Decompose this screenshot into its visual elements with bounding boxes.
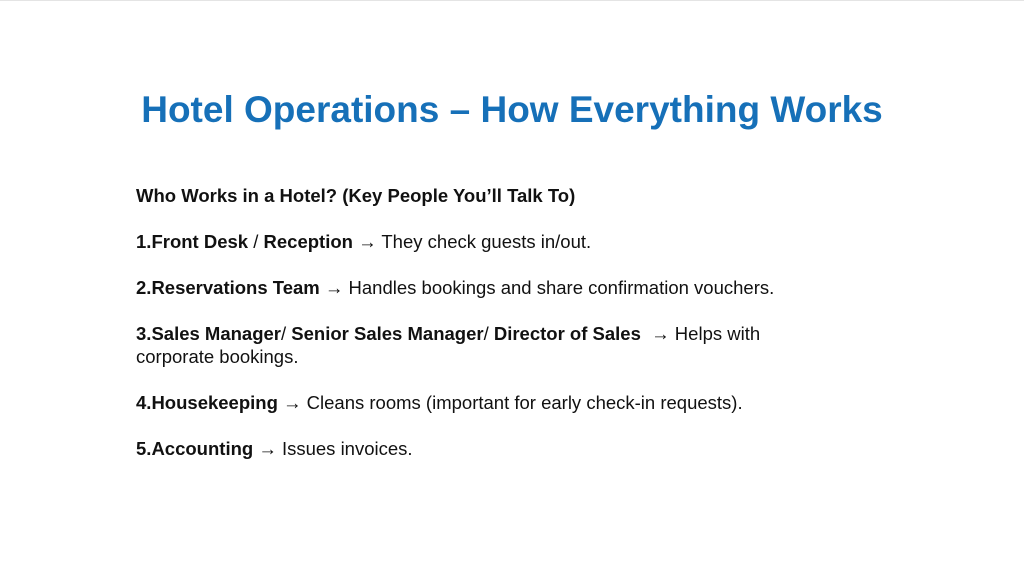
list-item-sales-continued: corporate bookings. [136, 346, 299, 367]
item-description: → Helps with [640, 323, 761, 344]
role-accounting: Accounting [151, 438, 254, 459]
role-reception: Reception [263, 231, 353, 252]
role-separator: / [248, 231, 264, 252]
item-description: → They check guests in/out. [352, 231, 592, 252]
spacer [136, 368, 896, 391]
item-description: → Issues invoices. [253, 438, 413, 459]
section-heading: Who Works in a Hotel? (Key People You’ll Talk To) [136, 185, 576, 206]
spacer [136, 207, 896, 230]
role-housekeeping: Housekeeping [151, 392, 278, 413]
spacer [136, 253, 896, 276]
role-sales-manager: Sales Manager [151, 323, 282, 344]
item-number: 3. [136, 323, 152, 344]
item-number: 1. [136, 231, 152, 252]
item-description: → Handles bookings and share confirmation vouchers. [319, 277, 775, 298]
spacer [136, 299, 896, 322]
slide-top-border [0, 0, 1024, 1]
item-number: 2. [136, 277, 152, 298]
list-item-reservations [136, 276, 896, 299]
slide-body [136, 184, 896, 460]
item-number: 5. [136, 438, 152, 459]
list-item-front-desk [136, 230, 896, 253]
spacer [136, 414, 896, 437]
list-item-sales [136, 322, 896, 345]
role-director-of-sales: Director of Sales [493, 323, 641, 344]
list-item-accounting [136, 437, 896, 460]
list-item-housekeeping [136, 391, 896, 414]
item-number: 4. [136, 392, 152, 413]
slide-title: Hotel Operations – How Everything Works [141, 89, 883, 130]
role-separator: / [281, 323, 292, 344]
role-separator: / [483, 323, 494, 344]
item-description: → Cleans rooms (important for early check-in requests). [277, 392, 743, 413]
role-reservations-team: Reservations Team [151, 277, 320, 298]
role-senior-sales-manager: Senior Sales Manager [291, 323, 484, 344]
role-front-desk: Front Desk [151, 231, 249, 252]
